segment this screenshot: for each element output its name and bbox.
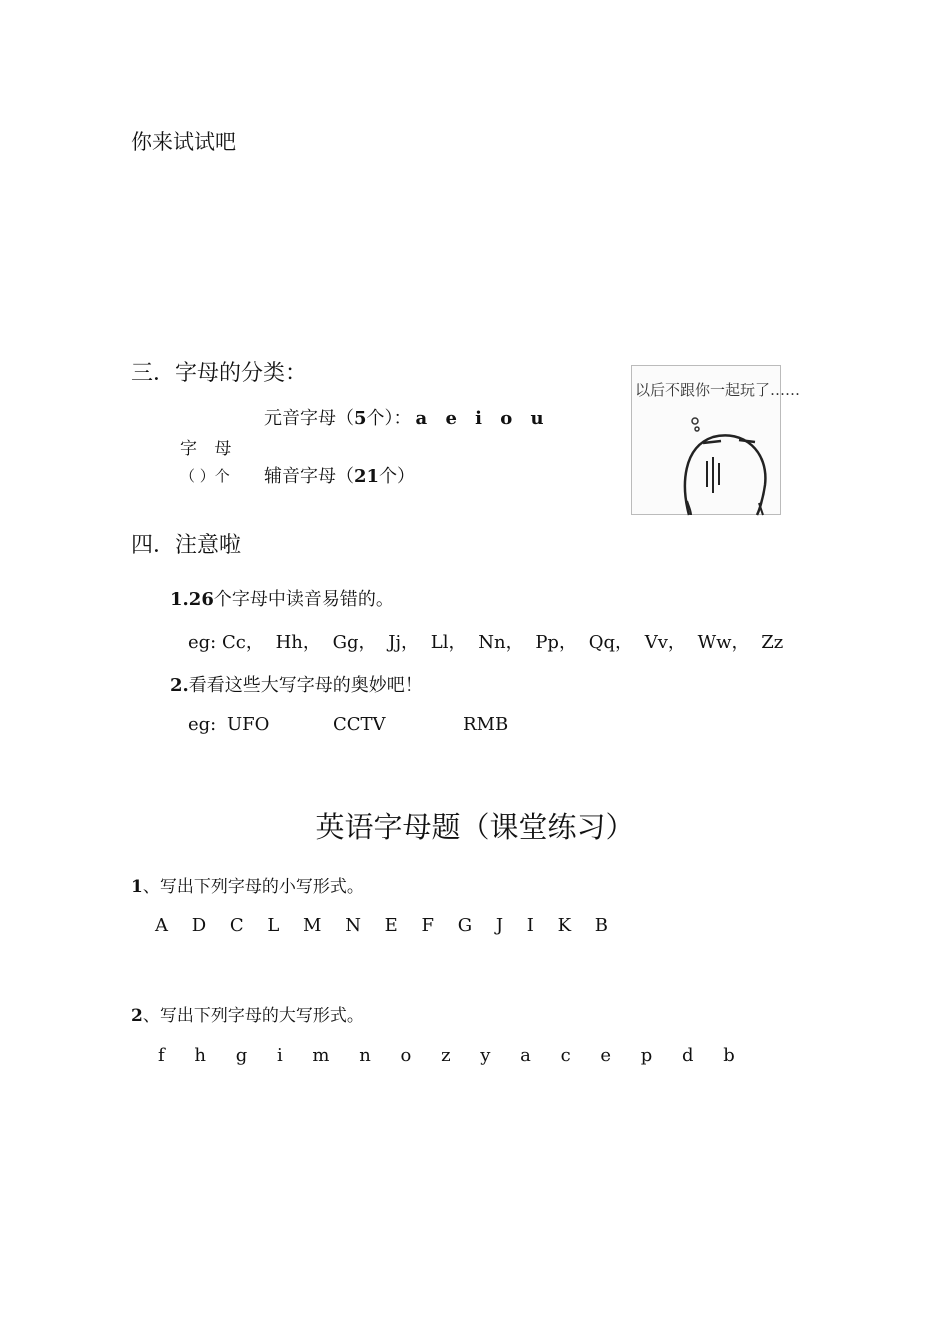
letter-pair: Qq， [588,632,633,653]
sad-face-cartoon-icon [631,365,801,515]
exercise-title: 英语字母题（课堂练习） [315,810,635,844]
vowel-count: 5 [354,408,367,429]
example-1-label: eg: [188,632,217,653]
example-2-label: eg: [188,714,217,735]
question-2-number: 2 [131,1006,143,1026]
note-item-2-text: 看看这些大写字母的奥妙吧！ [188,675,423,696]
example-2 [188,714,509,735]
note-item-1 [170,585,394,611]
consonant-count: 21 [354,466,380,487]
letters-label: 字 母 [180,439,238,459]
abbreviation-word: CCTV [333,714,386,735]
note-item-1-text: 个字母中读音易错的。 [213,589,394,610]
vowel-unit: 个）： [366,408,412,429]
letter-pair: Jj， [388,632,420,653]
consonant-label: 辅音字母（ [264,466,354,487]
vowel-line [264,404,550,430]
try-title: 你来试试吧 [131,130,236,154]
note-item-1-number: 1.26 [170,589,214,610]
letter-pair: Ll， [430,632,467,653]
letter-pair: Hh， [275,632,321,653]
vowel-letters: a e i o u [415,408,550,429]
abbreviation-word: RMB [463,714,509,735]
consonant-unit: 个） [379,466,416,487]
note-item-2-number: 2. [170,675,189,696]
letter-pair: Ww， [697,632,750,653]
example-1 [188,628,789,654]
cartoon-image [631,365,801,515]
question-1-text: 、写出下列字母的小写形式。 [142,877,364,897]
blank-count: （ ）个 [180,467,230,485]
letter-pair: Vv， [644,632,686,653]
question-2 [131,1001,364,1026]
abbreviation-word: UFO [227,714,270,735]
question-1-number: 1 [131,877,143,897]
vowel-label: 元音字母（ [264,408,354,429]
question-2-letters: f h g i m n o z y a c e p d b [158,1045,747,1066]
section4-heading: 四．注意啦 [131,533,242,558]
question-2-text: 、写出下列字母的大写形式。 [142,1006,364,1026]
question-1-letters: A D C L M N E F G J I K B [155,915,618,936]
note-item-2 [170,671,423,697]
letter-pair: Pp， [535,632,577,653]
consonant-line [264,462,415,488]
section3-heading: 三．字母的分类： [131,361,308,386]
letter-pair: Zz [761,632,784,653]
question-1 [131,872,364,897]
letter-pair: Gg， [332,632,377,653]
cartoon-caption: 以后不跟你一起玩了…… [635,381,801,399]
letter-pair: Nn， [478,632,524,653]
letter-pair: Cc， [221,632,264,653]
